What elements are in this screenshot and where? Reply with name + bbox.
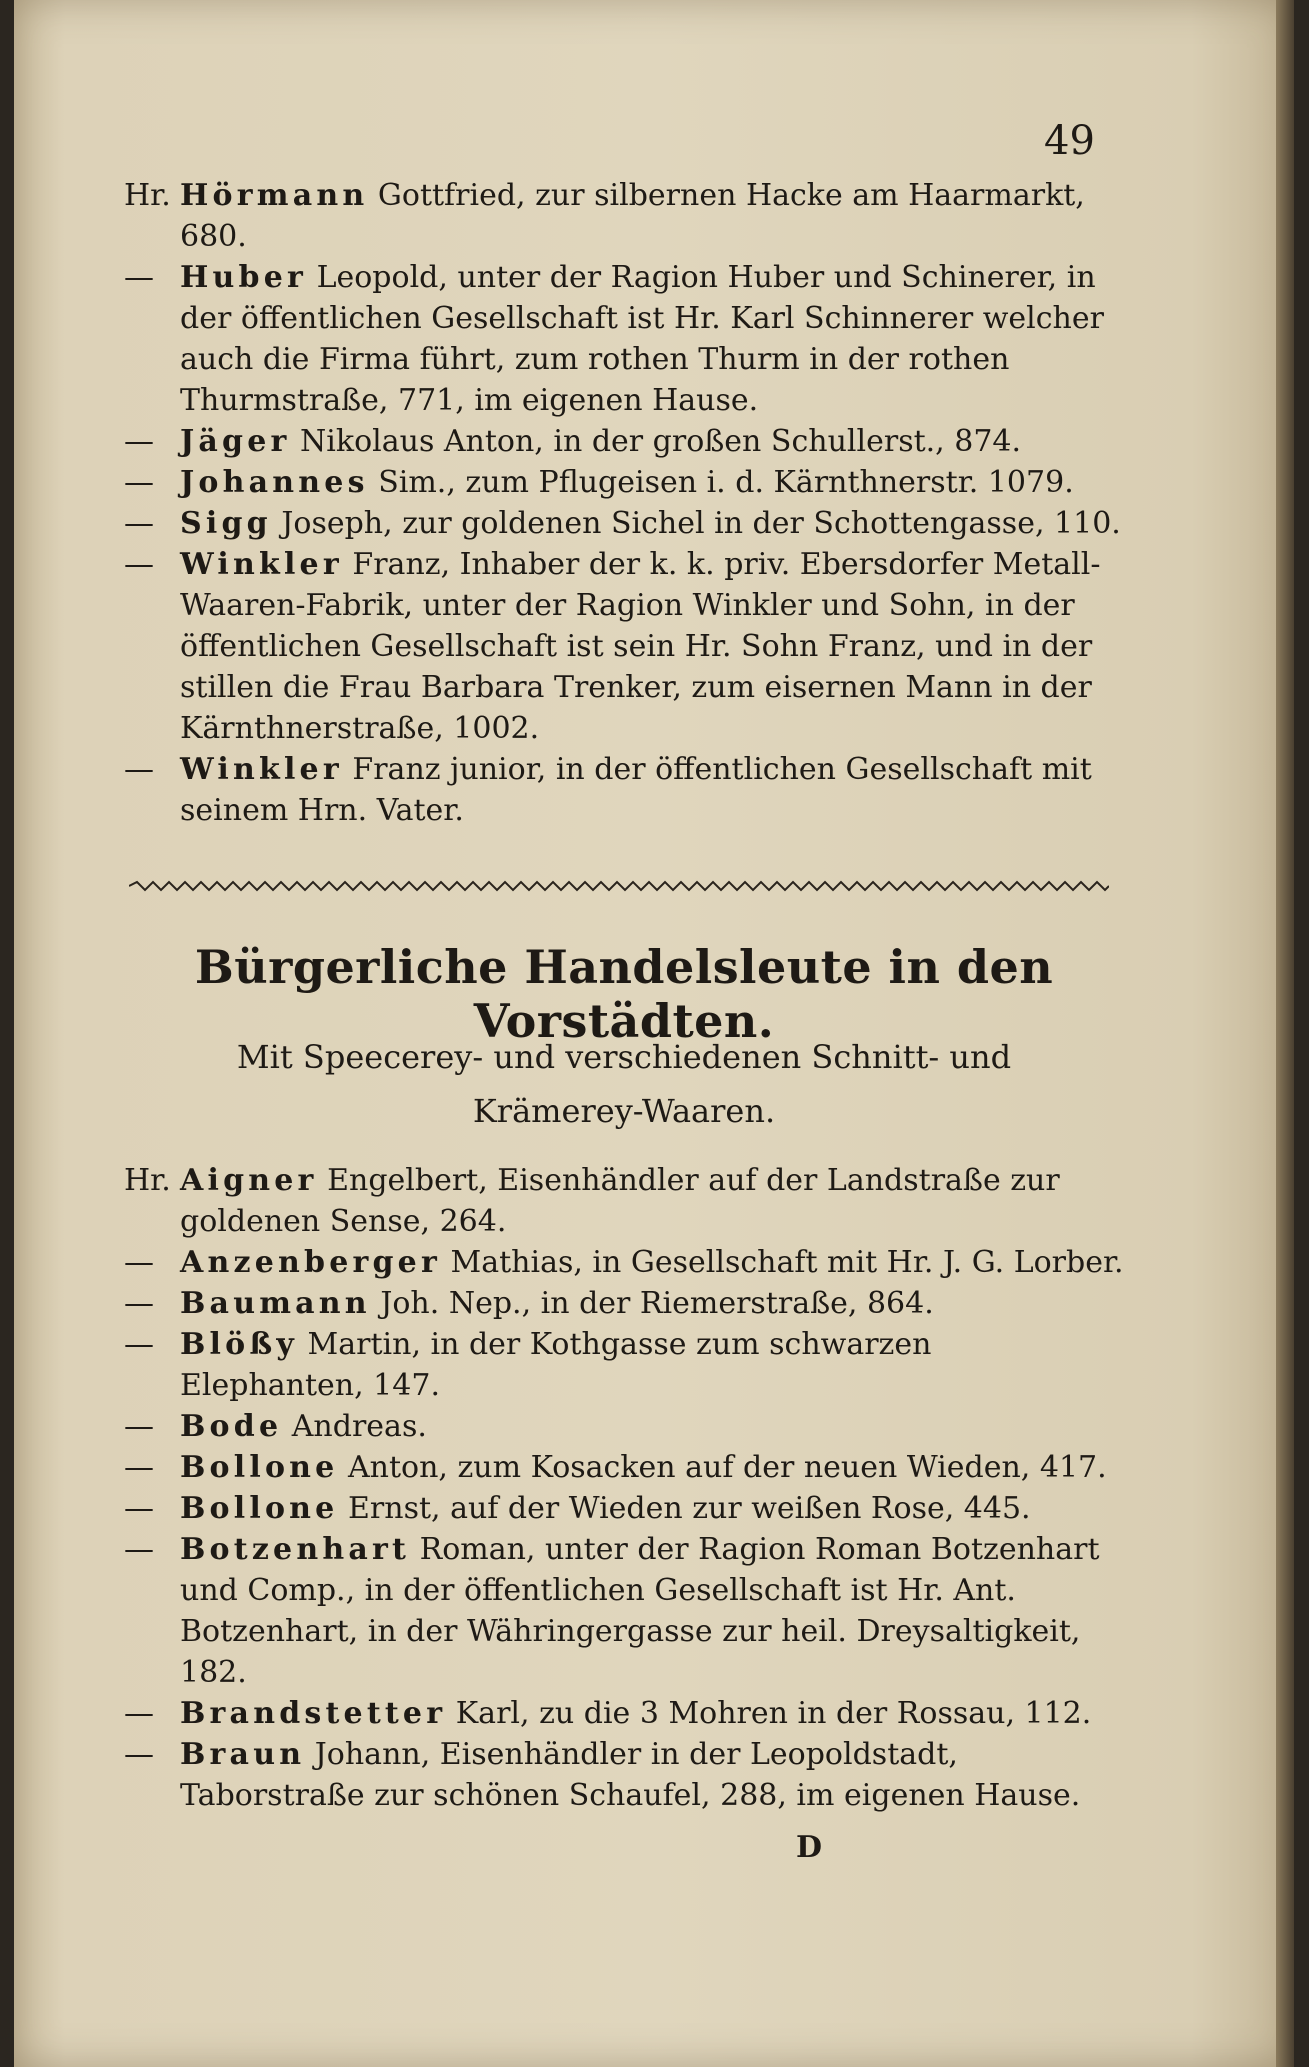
entry-prefix: — xyxy=(124,1696,154,1731)
entry-name: Blößy xyxy=(180,1327,298,1362)
merchant-list-bottom xyxy=(124,1160,1124,1816)
entry-prefix: — xyxy=(124,260,154,295)
entry-text: Gottfried, zur silbernen Hacke am Haarmarkt, 680. xyxy=(180,178,1085,254)
entry-prefix: — xyxy=(124,1327,154,1362)
entry-text: Sim., zum Pflugeisen i. d. Kärnthnerstr. 1079. xyxy=(368,465,1074,500)
subtitle-line: Mit Speecerey- und verschiedenen Schnitt- und xyxy=(236,1038,1012,1076)
entry-text: Engelbert, Eisenhändler auf der Landstraße zur goldenen Sense, 264. xyxy=(180,1163,1060,1239)
entry-name: Braun xyxy=(180,1737,306,1772)
entry-prefix: Hr. xyxy=(124,1163,171,1198)
entry-text: Joseph, zur goldenen Sichel in der Schottengasse, 110. xyxy=(271,506,1121,541)
entry-prefix: — xyxy=(124,752,154,787)
list-item xyxy=(124,1488,1124,1529)
entry-name: Johannes xyxy=(180,465,369,500)
list-item xyxy=(124,257,1124,421)
entry-prefix: — xyxy=(124,1450,154,1485)
list-item xyxy=(124,462,1124,503)
list-item xyxy=(124,749,1124,831)
entry-prefix: — xyxy=(124,424,154,459)
entry-text: Franz junior, in der öffentlichen Gesellschaft mit seinem Hrn. Vater. xyxy=(180,752,1092,828)
entry-name: Botzenhart xyxy=(180,1532,411,1567)
entry-text: Ernst, auf der Wieden zur weißen Rose, 445. xyxy=(338,1491,1031,1526)
entry-name: Brandstetter xyxy=(180,1696,447,1731)
entry-text: Karl, zu die 3 Mohren in der Rossau, 112. xyxy=(446,1696,1092,1731)
entry-prefix: — xyxy=(124,547,154,582)
entry-prefix: — xyxy=(124,1491,154,1526)
entry-prefix: — xyxy=(124,1286,154,1321)
entry-name: Bollone xyxy=(180,1491,339,1526)
entry-text: Roman, unter der Ragion Roman Botzenhart und Comp., in der öffentlichen Gesellschaft ist Hr. Ant. Botzenhart, in der Währingergasse zur heil. Dreysaltigkeit, 182. xyxy=(180,1532,1100,1690)
list-item xyxy=(124,1242,1124,1283)
section-subtitle xyxy=(164,1030,1084,1138)
list-item xyxy=(124,1529,1124,1693)
list-item xyxy=(124,1447,1124,1488)
entry-name: Bollone xyxy=(180,1450,339,1485)
list-item xyxy=(124,503,1124,544)
section-title: Bürgerliche Handelsleute in den Vorstädten. xyxy=(194,940,1054,1048)
subtitle-line: Krämerey-Waaren. xyxy=(472,1092,776,1130)
merchant-list-top xyxy=(124,175,1124,831)
entry-prefix: — xyxy=(124,1532,154,1567)
entry-prefix: — xyxy=(124,465,154,500)
entry-text: Joh. Nep., in der Riemerstraße, 864. xyxy=(370,1286,934,1321)
list-item xyxy=(124,1406,1124,1447)
entry-name: Jäger xyxy=(180,424,291,459)
list-item xyxy=(124,175,1124,257)
entry-text: Martin, in der Kothgasse zum schwarzen Elephanten, 147. xyxy=(180,1327,932,1403)
entry-name: Bode xyxy=(180,1409,283,1444)
ornamental-divider xyxy=(129,880,1109,892)
entry-name: Winkler xyxy=(180,752,343,787)
entry-name: Baumann xyxy=(180,1286,371,1321)
entry-prefix: Hr. xyxy=(124,178,171,213)
book-spine xyxy=(1276,0,1294,2067)
page-number: 49 xyxy=(1044,118,1095,164)
entry-text: Andreas. xyxy=(282,1409,427,1444)
list-item xyxy=(124,1283,1124,1324)
entry-name: Hörmann xyxy=(180,178,369,213)
entry-prefix: — xyxy=(124,506,154,541)
list-item xyxy=(124,421,1124,462)
entry-prefix: — xyxy=(124,1737,154,1772)
entry-text: Anton, zum Kosacken auf der neuen Wieden, 417. xyxy=(338,1450,1107,1485)
entry-text: Nikolaus Anton, in der großen Schullerst., 874. xyxy=(290,424,1022,459)
entry-name: Sigg xyxy=(180,506,272,541)
entry-name: Winkler xyxy=(180,547,343,582)
signature-mark: D xyxy=(796,1830,823,1865)
entry-text: Franz, Inhaber der k. k. priv. Ebersdorfer Metall-Waaren-Fabrik, unter der Ragion Winkler und Sohn, in der öffentlichen Gesellschaft ist sein Hr. Sohn Franz, und in der stillen die Frau Barbara Trenker, zum eisernen Mann in der Kärnthnerstraße, 1002. xyxy=(180,547,1101,746)
entry-prefix: — xyxy=(124,1409,154,1444)
book-page xyxy=(14,0,1294,2067)
list-item xyxy=(124,1324,1124,1406)
list-item xyxy=(124,1734,1124,1816)
list-item xyxy=(124,1160,1124,1242)
entry-prefix: — xyxy=(124,1245,154,1280)
entry-text: Mathias, in Gesellschaft mit Hr. J. G. Lorber. xyxy=(440,1245,1124,1280)
entry-text: Johann, Eisenhändler in der Leopoldstadt, Taborstraße zur schönen Schaufel, 288, im eigenen Hause. xyxy=(180,1737,1081,1813)
entry-name: Aigner xyxy=(180,1163,318,1198)
entry-name: Anzenberger xyxy=(180,1245,441,1280)
entry-text: Leopold, unter der Ragion Huber und Schinerer, in der öffentlichen Gesellschaft ist Hr. Karl Schinnerer welcher auch die Firma führt, zum rothen Thurm in der rothen Thurmstraße, 771, im eigenen Hause. xyxy=(180,260,1104,418)
entry-name: Huber xyxy=(180,260,308,295)
list-item xyxy=(124,544,1124,749)
list-item xyxy=(124,1693,1124,1734)
